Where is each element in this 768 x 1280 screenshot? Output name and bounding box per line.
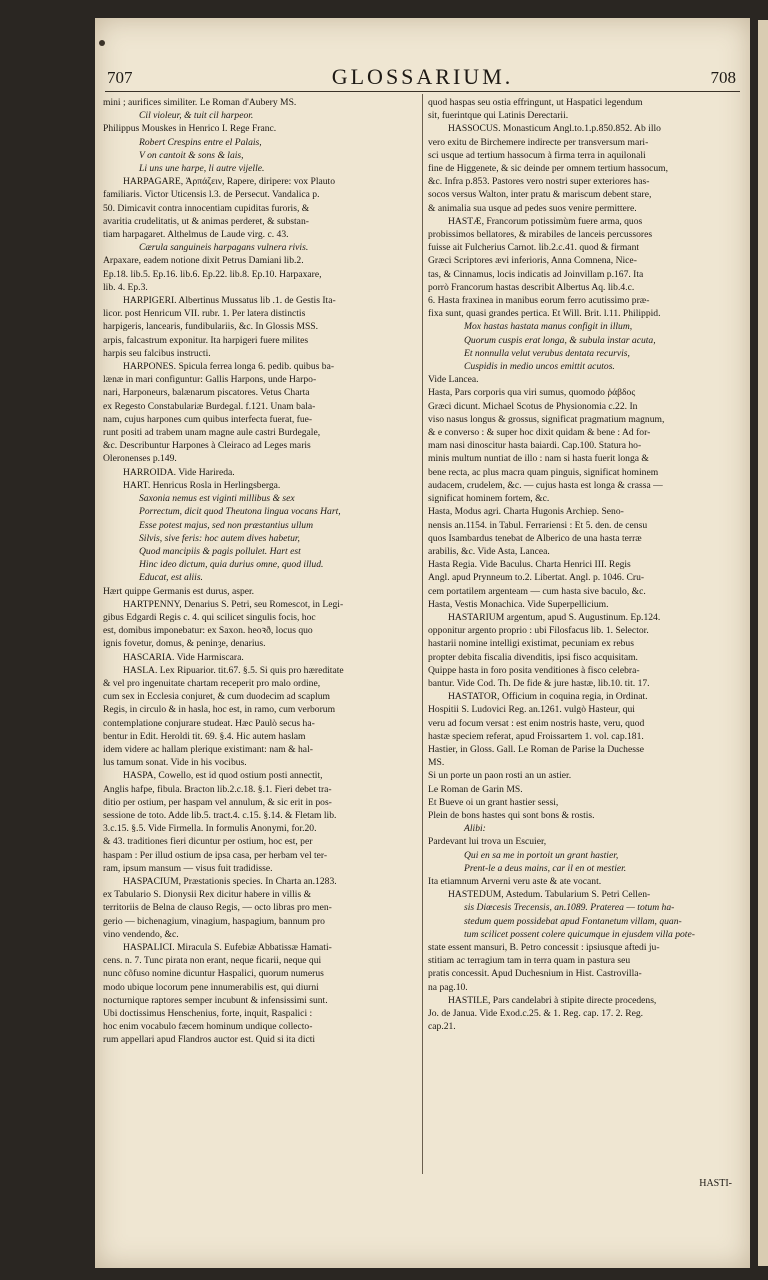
left-column-line: tiam harpagaret. Althelmus de Laude virg. c. 43. — [103, 229, 289, 241]
right-column-line: Cuspidis in medio uncos emittit acutos. — [464, 361, 615, 373]
right-column-line: Prent-le a deus mains, car il en ot mestier. — [464, 862, 627, 874]
right-column-line: Græci dicunt. Michael Scotus de Physionomia c.22. In — [428, 400, 638, 412]
left-column-line: mini ; aurifices similiter. Le Roman d'Aubery MS. — [103, 97, 297, 108]
left-column-line: Hært quippe Germanis est durus, asper. — [103, 585, 255, 597]
right-column-line: Ita etiamnum Arverni veru aste & ate vocant. — [428, 875, 602, 887]
left-column-line: ditio per ostium, per haspam vel annulum, & sic erit in pos- — [103, 796, 332, 808]
right-column-line: &c. Infra p.853. Pastores vero nostri super exteriores has- — [428, 176, 650, 188]
left-column-line: gerio — bichenagium, vinagium, haspagium, bannum pro — [103, 915, 325, 927]
right-column-line: Pardevant lui trova un Escuier, — [428, 836, 547, 848]
left-column-line: Ubi doctissimus Henschenius, forte, inquit, Raspalici : — [103, 1008, 313, 1020]
left-column-line: ex Regesto Constabulariæ Burdegal. f.121. Unam bala- — [103, 400, 316, 412]
right-column-line: Hasta Regia. Vide Baculus. Charta Henrici III. Regis — [428, 559, 631, 571]
header-rule — [105, 91, 740, 92]
right-column-line: bene recta, ac plus macra quam pinguis, significat hominem — [428, 466, 659, 478]
left-column-line: gibus Edgardi Regis c. 4. qui scilicet singulis focis, hoc — [103, 611, 316, 623]
right-column-line: Mox hastas hastata manus configit in illum, — [464, 321, 633, 333]
left-column-line: Li uns une harpe, li autre vijelle. — [139, 163, 265, 175]
left-column-line: nari, Harponeurs, balænarum piscatores. Vetus Charta — [103, 387, 310, 399]
right-column-line: propter debita fiscalia divenditis, ipsi fisco acquisitam. — [428, 651, 638, 663]
right-column-line: nensis an.1154. in Tabul. Ferrariensi : Et 5. den. de censu — [428, 519, 648, 531]
right-column-line: veru ad focum versat : est enim nostris haste, veru, quod — [428, 717, 645, 729]
right-column-line: audacem, crudelem, &c. — cujus hasta est longa & crassa — — [428, 479, 663, 491]
right-column-line: sit, fuerintque qui Latinis Derectarii. — [428, 110, 569, 122]
left-column-line: cens. n. 7. Tunc pirata non erant, neque ficarii, neque qui — [103, 955, 322, 967]
right-column-line: sis Diœcesis Trecensis, an.1089. Praterea — totum ha- — [464, 902, 675, 914]
right-column-line: tas, & Cinnamus, locis indicatis ad Joinvillam p.167. Ita — [428, 268, 644, 280]
right-column-line: stedum quem possidebat apud Fontanetum villam, quan- — [464, 915, 682, 927]
margin-mark — [99, 40, 105, 46]
right-column-line: viso nasus longus & grossus, significat pragmatium magnum, — [428, 413, 665, 425]
right-column-line: sci usque ad tertium hassocum à firma terra in aquilonali — [428, 149, 646, 161]
right-column-line: Quippe hasta in foro posita venditiones à fisco celebra- — [428, 664, 640, 676]
right-column-line: Si un porte un paon rosti an un astier. — [428, 770, 572, 782]
left-column-line: Philippus Mouskes in Henrico I. Rege Franc. — [103, 123, 277, 135]
right-column-line: Jo. de Janua. Vide Exod.c.25. & 1. Reg. cap. 17. 2. Reg. — [428, 1008, 644, 1020]
left-column-line: HASLA. Lex Ripuarior. tit.67. §.5. Si quis pro hæreditate — [123, 664, 344, 676]
right-column-line: porrò Francorum hastas describit Albertus Aq. lib.4.c. — [428, 281, 635, 293]
book-page — [95, 18, 750, 1268]
right-column-line: arabilis, &c. Vide Asta, Lancea. — [428, 545, 550, 557]
left-column-line: cum sex in Ecclesia conjuret, & cum duodecim ad scaplum — [103, 691, 330, 703]
right-column-line: bantur. Vide Cod. Th. De fide & jure hastæ, lib.10. tit. 17. — [428, 677, 650, 689]
left-column-line: Robert Crespins entre el Palais, — [139, 136, 262, 148]
right-column-line: stitiam ac terragium tam in terra quam in pastura seu — [428, 955, 631, 967]
left-column-line: ignis fovetur, domus, & peninȝe, denarius. — [103, 638, 266, 650]
left-column-line: Anglis hafpe, fibula. Bracton lib.2.c.18. §.1. Fieri debet tra- — [103, 783, 332, 795]
right-column-line: mam nasi dinoscitur hasta baiardi. Cap.100. Statura ho- — [428, 440, 642, 452]
left-column-line: 50. Dimicavit contra innocentiam cupiditas furoris, & — [103, 202, 310, 214]
catchword: HASTI- — [699, 1178, 732, 1189]
left-column-line: HASPA, Cowello, est id quod ostium posti annectit, — [123, 770, 323, 782]
left-column-line: nocturnique raptores semper incubunt & infensissimi sunt. — [103, 994, 328, 1006]
left-column-line: HARPIGERI. Albertinus Mussatus lib .1. de Gestis Ita- — [123, 295, 336, 307]
column-divider — [422, 94, 423, 1174]
right-column-line: fine de Higgenete, & sic deinde per omnem tertium hassocum, — [428, 163, 669, 175]
left-column-line: contemplatione conjurare studeat. Hæc Paulò secus ha- — [103, 717, 315, 729]
left-column-line: &c. Describuntur Harpones à Cleiraco ad Leges maris — [103, 440, 311, 452]
right-column-line: MS. — [428, 757, 445, 769]
left-column-line: Ep.18. lib.5. Ep.16. lib.6. Ep.22. lib.8. Ep.10. Harpaxare, — [103, 268, 322, 280]
left-column-line: vino vendendo, &c. — [103, 928, 179, 940]
right-column-line: Græci Scriptores ævi inferioris, Anna Comnena, Nice- — [428, 255, 637, 267]
left-column-line: territoriis de Belna de clauso Regis, — octo libras pro men- — [103, 902, 332, 914]
left-column-line: HASPACIUM, Præstationis species. In Charta an.1283. — [123, 875, 337, 887]
right-column-line: pratis concessit. Apud Duchesnium in Hist. Castrovilla- — [428, 968, 642, 980]
running-head-title: GLOSSARIUM. — [331, 64, 514, 89]
left-column-line: Saxonia nemus est viginti millibus & sex — [139, 493, 295, 505]
right-column-line: Qui en sa me in portoit un grant hastier, — [464, 849, 619, 861]
right-column-line: Hospitii S. Ludovici Reg. an.1261. vulgò Hasteur, qui — [428, 704, 635, 716]
right-column-line: probissimos bellatores, & mirabiles de lanceis percussores — [428, 229, 653, 241]
right-column-line: quos Isambardus tenebat de Alberico de una hasta terræ — [428, 532, 642, 544]
facing-page-edge — [758, 20, 768, 1266]
left-column-line: HASPALICI. Miracula S. Eufebiæ Abbatissæ Hamati- — [123, 942, 332, 953]
left-column-line: HARROIDA. Vide Harireda. — [123, 466, 235, 478]
right-column-line: Plein de bons hastes qui sont bons & rostis. — [428, 809, 595, 821]
left-column-line: ram, ipsum mansum — visus fuit tradidisse. — [103, 862, 273, 874]
right-column-line: tum scilicet possent colere quicumque in ejusdem villa pote- — [464, 928, 695, 940]
right-column-line: opponitur argento proprio : ubi Filosfacus lib. 1. Selector. — [428, 625, 649, 637]
left-column-line: Porrectum, dicit quod Theutona lingua vocans Hart, — [139, 506, 341, 518]
right-column-line: Vide Lancea. — [428, 374, 479, 386]
right-column-line: Hastier, in Gloss. Gall. Le Roman de Parise la Duchesse — [428, 743, 644, 755]
left-column-line: hoc enim vocabulo fæcem hominum undique collecto- — [103, 1021, 313, 1033]
right-column-line: HASTILE, Pars candelabri à stipite directe procedens, — [448, 994, 657, 1006]
left-column-line: Cil violeur, & tuit cil harpeor. — [139, 110, 254, 122]
right-column-line: Hasta, Modus agri. Charta Hugonis Archiep. Seno- — [428, 506, 624, 518]
right-column-line: 6. Hasta fraxinea in manibus eorum ferro acutissimo præ- — [428, 295, 650, 307]
right-column-line: fixa sunt, quasi grandes pertica. Et Will. Brit. l.11. Philippid. — [428, 308, 661, 320]
right-column-line: state essent mansuri, B. Petro concessit : ipsiusque aftedi ju- — [428, 942, 660, 953]
right-column-line: HASSOCUS. Monasticum Angl.to.1.p.850.852. Ab illo — [448, 123, 661, 135]
right-column-line: Quorum cuspis erat longa, & subula instar acuta, — [464, 334, 656, 346]
left-column-line: est, domibus imponebatur: ex Saxon. heoꝛð, locus quo — [103, 625, 313, 637]
left-column — [103, 96, 419, 1047]
right-column-line: Et nonnulla velut verubus dentata recurvis, — [464, 347, 630, 359]
page-number-left: 707 — [107, 68, 133, 87]
left-column-line: familiaris. Victor Uticensis l.3. de Persecut. Vandalica p. — [103, 189, 320, 201]
left-column-line: avaritia crudelitatis, ut & animas perderet, & substan- — [103, 215, 309, 227]
right-column-line: Le Roman de Garin MS. — [428, 783, 523, 795]
left-column-line: runt positi ad trabem unam magne aule castri Burdegale, — [103, 427, 321, 439]
right-column-line: Angl. apud Prynneum to.2. Libertat. Angl. p. 1046. Cru- — [428, 572, 645, 584]
left-column-line: HARPONES. Spicula ferrea longa 6. pedib. quibus ba- — [123, 361, 335, 373]
left-column-line: lib. 4. Ep.3. — [103, 281, 148, 293]
left-column-line: modo ubique locorum pene innumerabilis est, qui diurni — [103, 981, 319, 993]
left-column-line: idem videre ac hallam plerique existimant: nam & hal- — [103, 743, 313, 755]
right-column-line: significat hominem fortem, &c. — [428, 493, 550, 505]
left-column-line: bentur in Edit. Heroldi tit. 69. §.4. Hic autem haslam — [103, 730, 306, 742]
left-column-line: Regis, in circulo & in hasla, hoc est, in ramo, cum verborum — [103, 704, 336, 716]
right-column-line: HASTÆ, Francorum potissimùm fuere arma, quos — [448, 215, 643, 227]
right-column-line: cem portatilem argenteam — cum hasta sive baculo, &c. — [428, 585, 646, 597]
right-column-line: minis multum nuntiat de illo : nam si hasta fuerit longa & — [428, 453, 649, 465]
left-column-line: Oleronenses p.149. — [103, 453, 177, 465]
right-column-line: HASTEDUM, Astedum. Tabularium S. Petri Cellen- — [448, 889, 651, 901]
left-column-line: Educat, est aliis. — [139, 572, 203, 584]
right-column-line: Alibi: — [464, 823, 486, 835]
right-column-line: Hasta, Vestis Monachica. Vide Superpellicium. — [428, 598, 609, 610]
right-column-line: na pag.10. — [428, 981, 468, 993]
left-column-line: HART. Henricus Rosla in Herlingsberga. — [123, 479, 281, 491]
left-column-line: rum appellari apud Flandros auctor est. Quid si ita dicti — [103, 1034, 316, 1046]
left-column-line: lænæ in mari configuntur: Gallis Harpons, unde Harpo- — [103, 374, 317, 386]
left-column-line: Hinc ideo dictum, quia durius omne, quod illud. — [139, 559, 324, 571]
right-column-line: Hasta, Pars corporis qua viri sumus, quomodo ῥάβδος — [428, 387, 636, 399]
left-column-line: ex Tabulario S. Dionysii Rex dicitur habere in villis & — [103, 889, 312, 901]
right-column-line: HASTARIUM argentum, apud S. Augustinum. Ep.124. — [448, 611, 661, 623]
left-column-line: harpigeris, lancearis, fundibulariis, &c. In Glossis MSS. — [103, 321, 319, 333]
left-column-line: licor. post Henricum VII. rubr. 1. Per latera distinctis — [103, 308, 306, 320]
left-column-line: Silvis, sive feris: hoc autem dives habetur, — [139, 532, 300, 544]
right-column-line: & animalia sua usque ad pedes suos venire permittere. — [428, 202, 637, 214]
left-column-line: lus tamum sonat. Vide in his vocibus. — [103, 757, 247, 769]
right-column-line: quod haspas seu ostia effringunt, ut Haspatici legendum — [428, 97, 643, 108]
left-column-line: haspam : Per illud ostium de ipsa casa, per herbam vel ter- — [103, 849, 328, 861]
left-column-line: V on cantoit & sons & lais, — [139, 149, 244, 161]
left-column-line: HARPAGARE, Ἁρπάζειν, Rapere, diripere: vox Plauto — [123, 176, 336, 188]
left-column-line: Esse potest majus, sed non præstantius ullum — [139, 519, 314, 531]
right-column-line: socos versus Walton, inter pratu & mariscum debent stare, — [428, 189, 652, 201]
left-column-line: nunc cõfuso nomine dicuntur Haspalici, quorum numerus — [103, 968, 324, 980]
right-column-line: fuisse ait Fulcherius Carnot. lib.2.c.41. quod & firmant — [428, 242, 640, 254]
right-column-line: hastarii nomine intelligi existimat, pecuniam ex rebus — [428, 638, 634, 650]
right-column-line: hastæ speciem referat, apud Froissartem 1. vol. cap.181. — [428, 730, 644, 742]
page-number-right: 708 — [710, 68, 736, 87]
left-column-line: harpis seu falcibus instructi. — [103, 347, 211, 359]
left-column-line: nam, cujus harpones cum quibus interfecta fuerat, fue- — [103, 413, 313, 425]
right-column-line: vero exitu de Birchemere indirecte per transversum mari- — [428, 136, 649, 148]
left-column-line: sessione de toto. Adde lib.5. tract.4. c.15. §.14. & Fletam lib. — [103, 809, 337, 821]
left-column-line: & vel pro ingenuitate chartam receperit pro malo ordine, — [103, 677, 321, 689]
right-column-line: Et Bueve oi un grant hastier sessi, — [428, 796, 559, 808]
right-column-line: HASTATOR, Officium in coquina regia, in Ordinat. — [448, 691, 648, 703]
left-column-line: arpis, falcastrum exponitur. Ita harpigeri fuere milites — [103, 334, 309, 346]
left-column-line: Arpaxare, eadem notione dixit Petrus Damiani lib.2. — [103, 255, 304, 267]
right-column-line: cap.21. — [428, 1021, 456, 1033]
left-column-line: 3.c.15. §.5. Vide Firmella. In formulis Anonymi, for.20. — [103, 823, 317, 835]
left-column-line: Cærula sanguineis harpagans vulnera rivis. — [139, 242, 309, 254]
right-column-line: & e converso : & super hoc dixit quidam & bene : Ad for- — [428, 427, 651, 439]
left-column-line: HARTPENNY, Denarius S. Petri, seu Romescot, in Legi- — [123, 598, 344, 610]
right-column — [428, 96, 744, 1033]
left-column-line: & 43. traditiones fieri dicuntur per ostium, hoc est, per — [103, 836, 313, 848]
left-column-line: HASCARIA. Vide Harmiscara. — [123, 651, 244, 663]
left-column-line: Quod mancipiis & pagis pollulet. Hart est — [139, 545, 301, 557]
